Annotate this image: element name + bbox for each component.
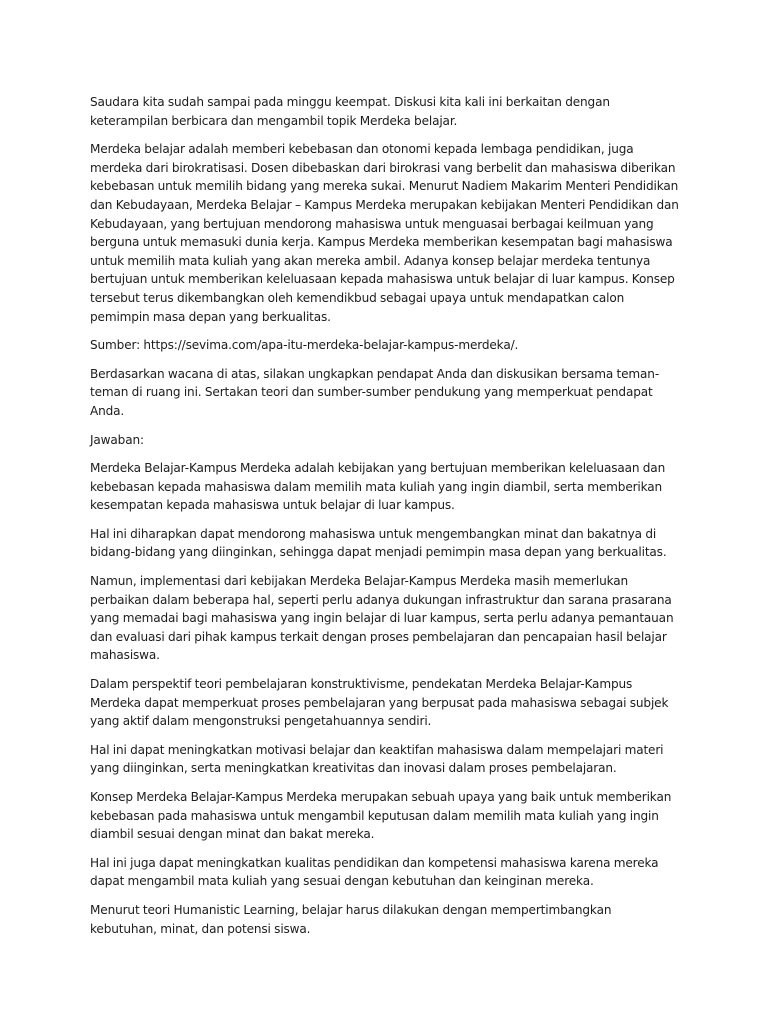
paragraph-answer-2: Hal ini diharapkan dapat mendorong mahasiswa untuk mengembangkan minat dan bakatnya di bidang-bidang yang diinginkan, sehingga dapat menjadi pemimpin masa depan yang berkualitas. <box>90 526 667 560</box>
paragraph-answer-8: Menurut teori Humanistic Learning, belajar harus dilakukan dengan mempertimbangkan kebutuhan, minat, dan potensi siswa. <box>90 902 612 936</box>
paragraph-answer-3: Namun, implementasi dari kebijakan Merdeka Belajar-Kampus Merdeka masih memerlukan perbaikan dalam beberapa hal, seperti perlu adanya dukungan infrastruktur dan sarana prasarana yang memadai bagi mahasiswa yang ingin belajar di luar kampus, serta perlu adanya pemantauan dan evaluasi dari pihak kampus terkait dengan proses pembelajaran dan pencapaian hasil belajar mahasiswa. <box>90 574 674 663</box>
paragraph-answer-heading: Jawaban: <box>90 432 144 447</box>
paragraph-answer-6: Konsep Merdeka Belajar-Kampus Merdeka merupakan sebuah upaya yang baik untuk memberikan kebebasan pada mahasiswa untuk mengambil keputusan dalam memilih mata kuliah yang ingin diambil sesuai dengan minat dan bakat mereka. <box>90 790 672 842</box>
paragraph-answer-7: Hal ini juga dapat meningkatkan kualitas pendidikan dan kompetensi mahasiswa karena mereka dapat mengambil mata kuliah yang sesuai dengan kebutuhan dan keinginan mereka. <box>90 855 659 889</box>
paragraph-answer-4: Dalam perspektif teori pembelajaran konstruktivisme, pendekatan Merdeka Belajar-Kampus Merdeka dapat memperkuat proses pembelajaran yang berpusat pada mahasiswa sebagai subjek yang aktif dalam mengonstruksi pengetahuannya sendiri. <box>90 677 669 729</box>
paragraph-source: Sumber: https://sevima.com/apa-itu-merdeka-belajar-kampus-merdeka/. <box>90 338 519 353</box>
paragraph-answer-1: Merdeka Belajar-Kampus Merdeka adalah kebijakan yang bertujuan memberikan keleluasaan dan kebebasan kepada mahasiswa dalam memilih mata kuliah yang ingin diambil, serta memberikan kesempatan kepada mahasiswa untuk belajar di luar kampus. <box>90 461 666 513</box>
paragraph-instruction: Berdasarkan wacana di atas, silakan ungkapkan pendapat Anda dan diskusikan bersama teman-teman di ruang ini. Sertakan teori dan sumber-sumber pendukung yang memperkuat pendapat Anda. <box>90 366 660 418</box>
paragraph-merdeka-belajar: Merdeka belajar adalah memberi kebebasan dan otonomi kepada lembaga pendidikan, juga merdeka dari birokratisasi. Dosen dibebaskan dari birokrasi vang berbelit dan mahasiswa diberikan kebebasan untuk memilih bidang yang mereka sukai. Menurut Nadiem Makarim Menteri Pendidikan dan Kebudayaan, Merdeka Belajar – Kampus Merdeka merupakan kebijakan Menteri Pendidikan dan Kebudayaan, yang bertujuan mendorong mahasiswa untuk menguasai berbagai keilmuan yang berguna untuk memasuki dunia kerja. Kampus Merdeka memberikan kesempatan bagi mahasiswa untuk memilih mata kuliah yang akan mereka ambil. Adanya konsep belajar merdeka tentunya bertujuan untuk memberikan keleluasaan kepada mahasiswa untuk belajar di luar kampus. Konsep tersebut terus dikembangkan oleh kemendikbud sebagai upaya untuk mendapatkan calon pemimpin masa depan yang berkualitas. <box>90 142 679 324</box>
paragraph-intro: Saudara kita sudah sampai pada minggu keempat. Diskusi kita kali ini berkaitan dengan keterampilan berbicara dan mengambil topik Merdeka belajar. <box>90 95 610 128</box>
document-body <box>90 93 680 948</box>
paragraph-answer-5: Hal ini dapat meningkatkan motivasi belajar dan keaktifan mahasiswa dalam mempelajari materi yang diinginkan, serta meningkatkan kreativitas dan inovasi dalam proses pembelajaran. <box>90 742 664 776</box>
